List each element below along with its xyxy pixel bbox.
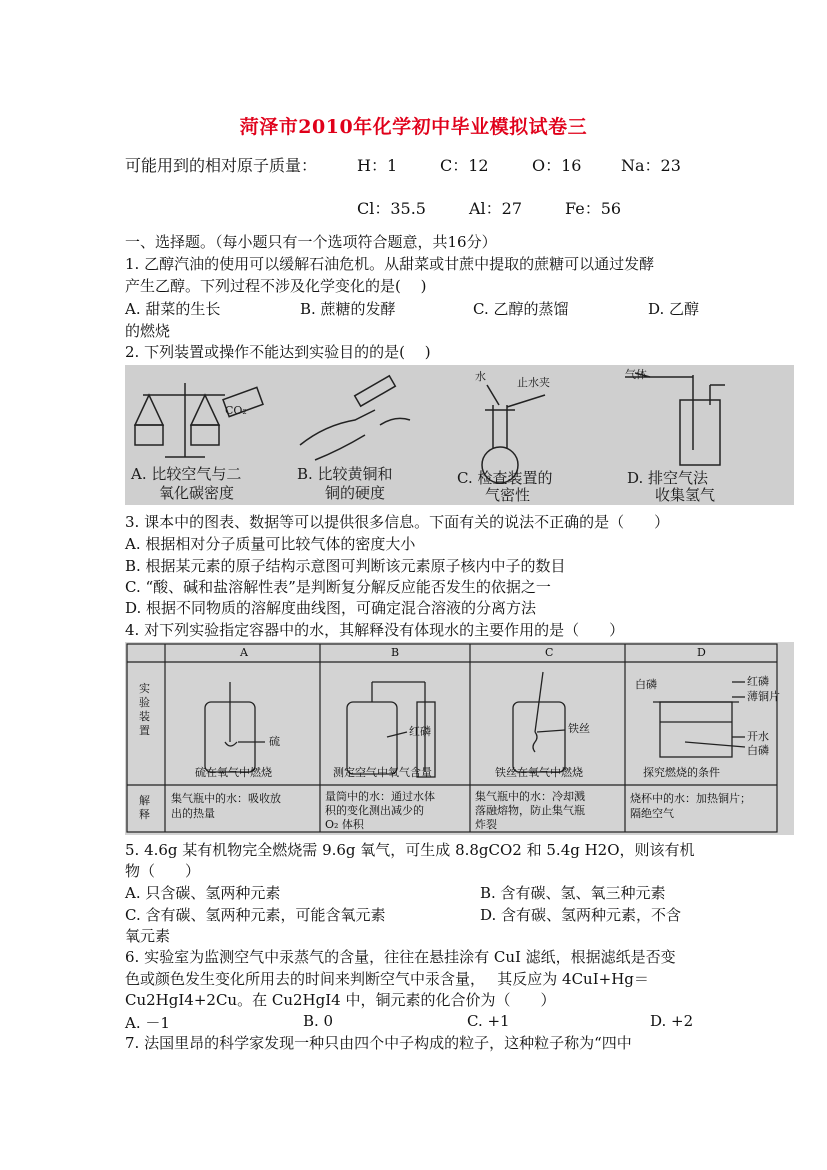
col-header-d: D [697,646,706,659]
mass-fe: Fe：56 [565,199,622,218]
col-header-b: B [391,646,400,659]
explain-a-1: 集气瓶中的水：吸收放 [171,792,281,805]
q6-line-2: 色或颜色发生变化所用去的时间来判断空气中汞含量， 其反应为 4CuI+Hg＝ [125,970,649,988]
mass-al: Al：27 [469,199,523,218]
co2-label: CO₂ [225,404,247,417]
q5-option-d: D. 含有碳、氢两种元素，不含 [480,906,682,924]
mass-h: H：1 [357,156,398,175]
caption-a-2: 氧化碳密度 [159,484,235,502]
q3-option-b: B. 根据某元素的原子结构示意图可判断该元素原子核内中子的数目 [125,557,566,575]
caption-c: 铁丝在氧气中燃烧 [495,766,583,779]
hand-drawing [300,376,410,460]
q3-stem: 3. 课本中的图表、数据等可以提供很多信息。下面有关的说法不正确的是（ ） [125,513,670,531]
explain-b-2: 积的变化测出减少的 [325,804,424,817]
explain-c-3: 炸裂 [475,818,497,831]
explain-d-1: 烧杯中的水：加热铜片； [630,792,751,805]
label-red-phosphorus-d: 红磷 [747,675,769,688]
caption-d: 探究燃烧的条件 [643,766,720,779]
q4-stem: 4. 对下列实验指定容器中的水，其解释没有体现水的主要作用的是（ ） [125,621,625,639]
q6-option-b: B. 0 [303,1012,334,1030]
caption-b-1: B. 比较黄铜和 [297,465,393,483]
q5-line-1: 5. 4.6g 某有机物完全燃烧需 9.6g 氧气，可生成 8.8gCO2 和 5.4g H2O，则该有机 [125,841,695,859]
q7-line-1: 7. 法国里昂的科学家发现一种只由四个中子构成的粒子，这种粒子称为“四中 [125,1034,632,1052]
col-header-a: A [240,646,248,659]
q6-option-c: C. +1 [467,1012,510,1030]
page-title: 菏泽市2010年化学初中毕业模拟试卷三 [239,116,588,138]
q1-option-c: C. 乙醇的蒸馏 [473,300,569,318]
q5-option-d-cont: 氧元素 [125,927,171,945]
q1-line-2: 产生乙醇。下列过程不涉及化学变化的是( ) [125,277,427,295]
caption-d-1: D. 排空气法 [627,469,709,487]
q3-option-a: A. 根据相对分子质量可比较气体的密度大小 [125,535,416,553]
caption-a: 硫在氧气中燃烧 [195,766,272,779]
q5-line-2: 物（ ） [125,862,201,880]
caption-c-1: C. 检查装置的 [457,469,553,487]
water-label: 水 [475,370,486,383]
mass-cl: Cl：35.5 [357,199,426,218]
q3-option-d: D. 根据不同物质的溶解度曲线图，可确定混合溶液的分离方法 [125,599,537,617]
q2-stem: 2. 下列装置或操作不能达到实验目的的是( ) [125,343,431,361]
label-white-phosphorus: 白磷 [635,678,657,691]
caption-b: 测定空气中氧气含量 [333,766,432,779]
q1-option-d-cont: 的燃烧 [125,322,171,340]
q3-option-c: C. “酸、碱和盐溶解性表”是判断复分解反应能否发生的依据之一 [125,578,551,596]
caption-c-2: 气密性 [485,486,531,504]
explain-c-1: 集气瓶中的水：冷却溅 [475,790,585,803]
row-label-explain: 解释 [139,794,150,821]
explain-b-3: O₂ 体积 [325,818,364,831]
label-hot-water: 开水 [747,730,769,743]
q4-table-drawing [125,642,794,835]
q5-option-c: C. 含有碳、氢两种元素，可能含氧元素 [125,906,386,924]
explain-d-2: 隔绝空气 [630,807,674,820]
q6-option-a: A. －1 [125,1014,170,1032]
caption-a-1: A. 比较空气与二 [131,465,242,483]
caption-b-2: 铜的硬度 [325,484,386,502]
atomic-mass-row-1 [125,156,765,178]
explain-c-2: 落融熔物，防止集气瓶 [475,804,585,817]
explain-b-1: 量筒中的水：通过水体 [325,790,435,803]
label-iron-wire: 铁丝 [568,722,590,735]
mass-na: Na：23 [621,156,681,175]
caption-d-2: 收集氢气 [655,486,716,504]
q1-option-a: A. 甜菜的生长 [125,300,221,318]
q5-option-a: A. 只含碳、氢两种元素 [125,884,281,902]
label-red-phosphorus: 红磷 [409,725,431,738]
mass-o: O：16 [532,156,582,175]
gas-bottle-drawing [625,373,725,465]
mass-c: C：12 [440,156,489,175]
atomic-mass-row-2 [125,199,765,221]
q1-line-1: 1. 乙醇汽油的使用可以缓解石油危机。从甜菜或甘蔗中提取的蔗糖可以通过发酵 [125,255,655,273]
q6-option-d: D. +2 [650,1012,694,1030]
q1-option-b: B. 蔗糖的发酵 [300,300,396,318]
row-label-apparatus: 实验装置 [139,682,150,737]
q6-line-3: Cu2HgI4+2Cu。在 Cu2HgI4 中，铜元素的化合价为（ ） [125,991,556,1009]
col-header-c: C [545,646,554,659]
balance-drawing [135,383,263,457]
clamp-label: 止水夹 [517,376,550,389]
atomic-mass-label: 可能用到的相对原子质量： [125,156,318,175]
label-sulfur: 硫 [269,735,280,748]
gas-label: 气体 [625,368,647,381]
q1-option-d: D. 乙醇 [648,300,700,318]
q2-figure [125,365,794,505]
section-heading: 一、选择题。（每小题只有一个选项符合题意，共16分） [125,233,497,251]
label-white-phosphorus-d: 白磷 [747,744,769,757]
q6-line-1: 6. 实验室为监测空气中汞蒸气的含量，往往在悬挂涂有 CuI 滤纸，根据滤纸是否变 [125,948,676,966]
explain-a-2: 出的热量 [171,807,215,820]
q5-option-b: B. 含有碳、氢、氧三种元素 [480,884,666,902]
label-copper-sheet: 薄铜片 [747,690,780,703]
q4-table-figure [125,642,794,835]
